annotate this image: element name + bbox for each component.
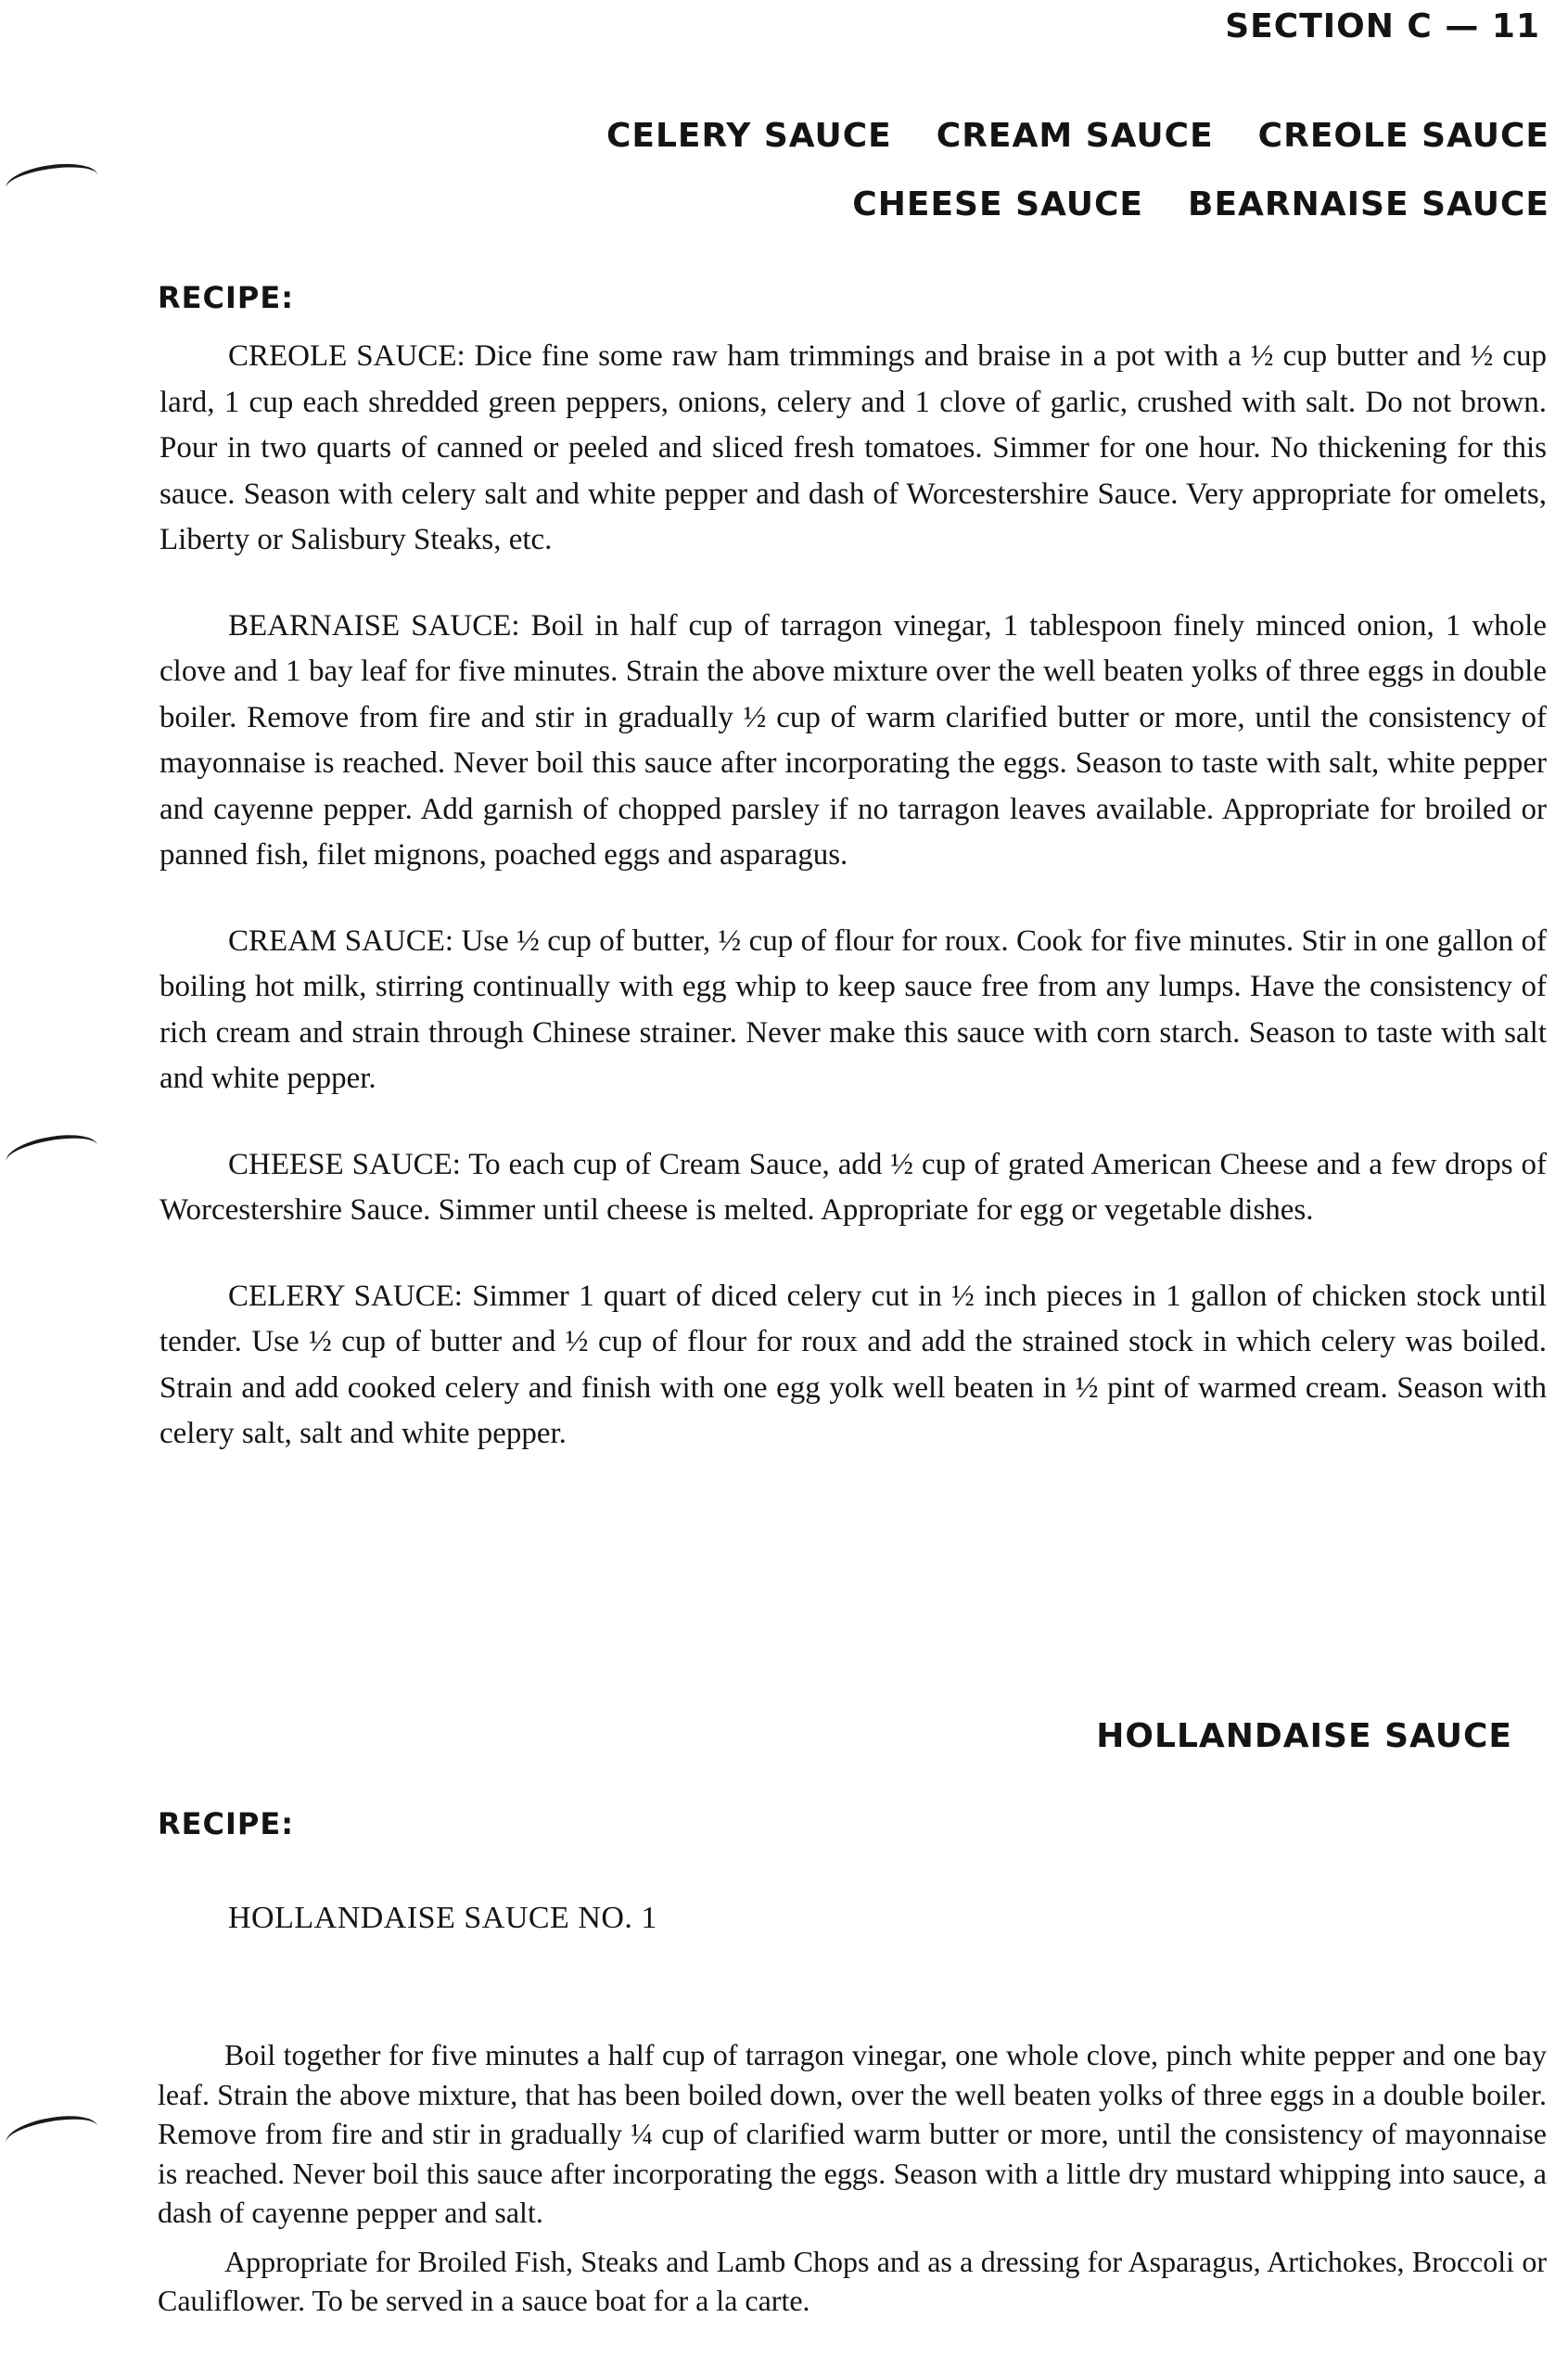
heading-bearnaise-sauce: BEARNAISE SAUCE	[1188, 185, 1549, 223]
heading-cheese-sauce: CHEESE SAUCE	[852, 185, 1144, 223]
recipe-cream-sauce: CREAM SAUCE: Use ½ cup of butter, ½ cup of flour for roux. Cook for five minutes. Stir in one gallon of boiling hot milk, stirring continually with egg whip to keep sauce free from any lumps. Have the consistency of rich cream and strain through Chinese strainer. Never make this sauce with corn starch. Season to taste with salt and white pepper.	[159, 923, 1547, 1095]
heading-hollandaise-sauce: HOLLANDAISE SAUCE	[1096, 1717, 1512, 1755]
recipe-creole-sauce: CREOLE SAUCE: Dice fine some raw ham trimmings and braise in a pot with a ½ cup butter and ½ cup lard, 1 cup each shredded green peppers, onions, celery and 1 clove of garlic, crushed with salt. Do not brown. Pour in two quarts of canned or peeled and sliced fresh tomatoes. Simmer for one hour. No thickening for this sauce. Season with celery salt and white pepper and dash of Worcestershire Sauce. Very appropriate for omelets, Liberty or Salisbury Steaks, etc.	[159, 339, 1547, 556]
binder-hole-mark	[4, 2110, 101, 2159]
recipe-bearnaise-sauce: BEARNAISE SAUCE: Boil in half cup of tarragon vinegar, 1 tablespoon finely minced onion, 1 whole clove and 1 bay leaf for five minutes. Strain the above mixture over the well beaten yolks of three eggs in double boiler. Remove from fire and stir in gradually ½ cup of warm clarified butter or more, until the consistency of mayonnaise is reached. Never boil this sauce after incorporating the eggs. Season to taste with salt, white pepper and cayenne pepper. Add garnish of chopped parsley if no tarragon leaves available. Appropriate for broiled or panned fish, filet mignons, poached eggs and asparagus.	[159, 608, 1547, 872]
hollandaise-serving: Appropriate for Broiled Fish, Steaks and Lamb Chops and as a dressing for Asparagus, Artichokes, Broccoli or Cauliflower. To be served in a sauce boat for a la carte.	[158, 2244, 1547, 2317]
heading-creole-sauce: CREOLE SAUCE	[1257, 117, 1549, 155]
binder-hole-mark	[4, 1129, 101, 1178]
section-header: SECTION C — 11	[1225, 7, 1540, 45]
recipe-label: RECIPE:	[158, 280, 294, 315]
recipe-label-hollandaise: RECIPE:	[158, 1806, 294, 1841]
recipe-celery-sauce: CELERY SAUCE: Simmer 1 quart of diced celery cut in ½ inch pieces in 1 gallon of chicken stock until tender. Use ½ cup of butter and ½ cup of flour for roux and add the strained stock in which celery was boiled. Strain and add cooked celery and finish with one egg yolk well beaten in ½ pint of warmed cream. Season with celery salt, salt and white pepper.	[159, 1279, 1547, 1450]
binder-hole-mark	[4, 159, 100, 205]
sauce-headings-line-1	[562, 117, 1549, 155]
hollandaise-method: Boil together for five minutes a half cup of tarragon vinegar, one whole clove, pinch white pepper and one bay leaf. Strain the above mixture, that has been boiled down, over the well beaten yolks of three eggs in a double boiler. Remove from fire and stir in gradually ¼ cup of clarified warm butter or more, until the consistency of mayonnaise is reached. Never boil this sauce after incorporating the eggs. Season with a little dry mustard whipping into sauce, a dash of cayenne pepper and salt.	[158, 2038, 1547, 2229]
heading-cream-sauce: CREAM SAUCE	[936, 117, 1214, 155]
heading-celery-sauce: CELERY SAUCE	[606, 117, 892, 155]
hollandaise-body	[158, 2035, 1547, 2330]
recipes-body	[159, 334, 1547, 1497]
sauce-headings-line-2	[808, 185, 1549, 223]
hollandaise-title: HOLLANDAISE SAUCE NO. 1	[228, 1901, 657, 1935]
recipe-cheese-sauce: CHEESE SAUCE: To each cup of Cream Sauce, add ½ cup of grated American Cheese and a few drops of Worcestershire Sauce. Simmer until cheese is melted. Appropriate for egg or vegetable dishes.	[159, 1147, 1547, 1227]
